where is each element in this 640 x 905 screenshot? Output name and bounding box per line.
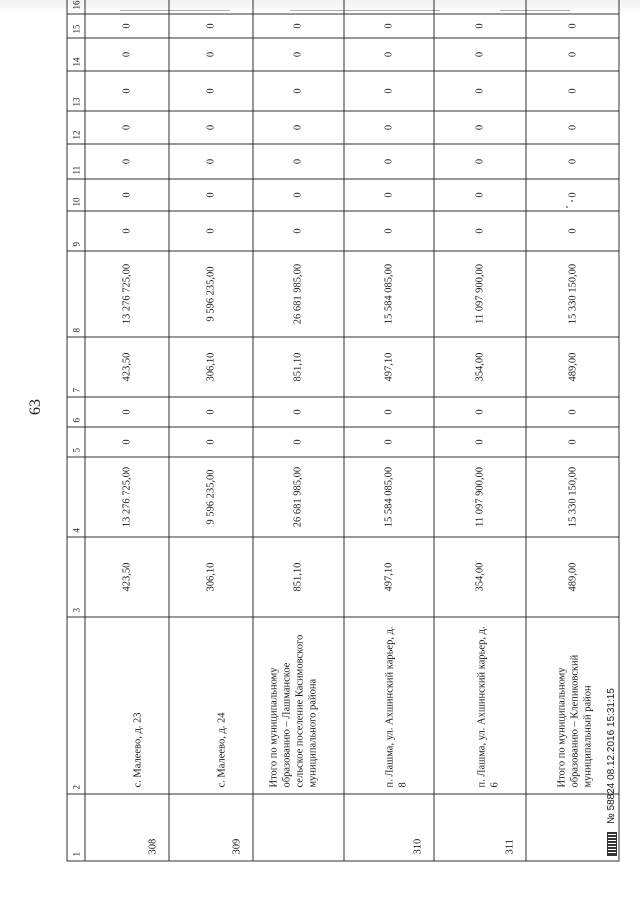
- value-cell: [433, 0, 526, 14]
- value-cell: 0: [85, 427, 169, 457]
- col-header: 8: [67, 251, 85, 337]
- value-cell: 0: [526, 427, 619, 457]
- value-cell: 0: [343, 211, 433, 251]
- value-cell: 0: [253, 14, 343, 38]
- value-cell: 0: [253, 427, 343, 457]
- value-cell: [343, 0, 433, 14]
- value-cell: 0: [433, 211, 526, 251]
- value-cell: 0: [433, 397, 526, 427]
- table-row: [168, 0, 253, 861]
- value-cell: 9 596 235,00: [168, 457, 253, 537]
- rotated-table-container: [66, 0, 619, 861]
- stamp-text: № 58824 08.12.2016 15:31:15: [606, 688, 617, 824]
- value-cell: 15 330 150,00: [526, 251, 619, 337]
- value-cell: 0: [433, 179, 526, 211]
- value-cell: 0: [253, 397, 343, 427]
- value-cell: 15 584 085,00: [343, 457, 433, 537]
- col-header: 13: [67, 71, 85, 111]
- value-cell: [253, 0, 343, 14]
- col-header: 1: [67, 794, 85, 861]
- value-cell: 0: [168, 111, 253, 144]
- value-cell: 0: [433, 111, 526, 144]
- value-cell: 0: [433, 71, 526, 111]
- value-cell: 0: [253, 144, 343, 179]
- value-cell: 423,50: [85, 337, 169, 397]
- value-cell: 0: [433, 144, 526, 179]
- data-table: [66, 0, 619, 861]
- value-cell: 0: [168, 38, 253, 71]
- value-cell: 0: [85, 179, 169, 211]
- value-cell: 0: [526, 179, 619, 211]
- row-number: [526, 794, 619, 861]
- col-header: 2: [67, 617, 85, 794]
- value-cell: 0: [526, 144, 619, 179]
- value-cell: 15 330 150,00: [526, 457, 619, 537]
- value-cell: 0: [526, 71, 619, 111]
- value-cell: 354,00: [433, 337, 526, 397]
- row-number: 311: [433, 794, 526, 861]
- value-cell: 9 596 235,00: [168, 251, 253, 337]
- value-cell: 0: [253, 71, 343, 111]
- value-cell: 0: [343, 71, 433, 111]
- table-row: [343, 0, 433, 861]
- table-row: [433, 0, 526, 861]
- value-cell: 423,50: [85, 537, 169, 617]
- value-cell: 0: [526, 211, 619, 251]
- col-header: 16: [67, 0, 85, 14]
- value-cell: 0: [343, 38, 433, 71]
- value-cell: 0: [168, 14, 253, 38]
- value-cell: 0: [85, 144, 169, 179]
- value-cell: 0: [343, 179, 433, 211]
- value-cell: 497,10: [343, 537, 433, 617]
- subtotal-label: Итого по муниципальному образованию – Клепиковский муниципальный район: [526, 617, 619, 794]
- value-cell: 354,00: [433, 537, 526, 617]
- table-row: [526, 0, 619, 861]
- col-header: 7: [67, 337, 85, 397]
- row-number: 308: [85, 794, 169, 861]
- value-cell: 0: [526, 38, 619, 71]
- value-cell: [85, 0, 169, 14]
- address-cell: с. Малеево, д. 23: [85, 617, 169, 794]
- value-cell: 0: [85, 38, 169, 71]
- value-cell: [168, 0, 253, 14]
- value-cell: 11 097 900,00: [433, 457, 526, 537]
- value-cell: 497,10: [343, 337, 433, 397]
- col-header: 9: [67, 211, 85, 251]
- value-cell: 0: [433, 38, 526, 71]
- col-header: 14: [67, 38, 85, 71]
- col-header: 12: [67, 111, 85, 144]
- col-header: 11: [67, 144, 85, 179]
- value-cell: 0: [85, 111, 169, 144]
- address-cell: п. Лашма, ул. Ахшинский карьер, д. 6: [433, 617, 526, 794]
- row-number: [253, 794, 343, 861]
- value-cell: 0: [168, 397, 253, 427]
- col-header: 10: [67, 179, 85, 211]
- row-number: 309: [168, 794, 253, 861]
- value-cell: 0: [85, 14, 169, 38]
- value-cell: 306,10: [168, 337, 253, 397]
- registration-stamp: [606, 688, 617, 856]
- value-cell: 0: [168, 71, 253, 111]
- value-cell: 0: [168, 144, 253, 179]
- value-cell: 0: [85, 211, 169, 251]
- col-header: 5: [67, 427, 85, 457]
- value-cell: 0: [343, 397, 433, 427]
- value-cell: 0: [168, 179, 253, 211]
- value-cell: 489,00: [526, 537, 619, 617]
- row-number: 310: [343, 794, 433, 861]
- address-cell: с. Малеево, д. 24: [168, 617, 253, 794]
- table-row: [253, 0, 343, 861]
- value-cell: 0: [253, 211, 343, 251]
- value-cell: 0: [168, 427, 253, 457]
- col-header: 15: [67, 14, 85, 38]
- value-cell: 0: [526, 397, 619, 427]
- value-cell: [526, 0, 619, 14]
- value-cell: 13 276 725,00: [85, 457, 169, 537]
- table-row: [85, 0, 169, 861]
- value-cell: 0: [343, 14, 433, 38]
- value-cell: 15 584 085,00: [343, 251, 433, 337]
- address-cell: п. Лашма, ул. Ахшинский карьер, д. 8: [343, 617, 433, 794]
- value-cell: 0: [433, 14, 526, 38]
- value-cell: 0: [526, 111, 619, 144]
- value-cell: 0: [85, 397, 169, 427]
- value-cell: 851,10: [253, 537, 343, 617]
- value-cell: 0: [343, 111, 433, 144]
- value-cell: 26 681 985,00: [253, 251, 343, 337]
- value-cell: 0: [526, 14, 619, 38]
- col-header: 6: [67, 397, 85, 427]
- value-cell: 306,10: [168, 537, 253, 617]
- value-cell: 0: [168, 211, 253, 251]
- government-logo-icon: [607, 832, 617, 856]
- value-cell: 0: [85, 71, 169, 111]
- value-cell: 489,00: [526, 337, 619, 397]
- col-header: 3: [67, 537, 85, 617]
- value-cell: 26 681 985,00: [253, 457, 343, 537]
- value-cell: 0: [253, 179, 343, 211]
- value-cell: 0: [343, 427, 433, 457]
- subtotal-label: Итого по муниципальному образованию – Лашманское сельское поселение Касимовского муниципального района: [253, 617, 343, 794]
- value-cell: 0: [253, 38, 343, 71]
- value-cell: 0: [343, 144, 433, 179]
- col-header: 4: [67, 457, 85, 537]
- value-cell: 0: [433, 427, 526, 457]
- page-number: 63: [27, 399, 44, 415]
- value-cell: 851,10: [253, 337, 343, 397]
- value-cell: 0: [253, 111, 343, 144]
- value-cell: 13 276 725,00: [85, 251, 169, 337]
- header-row: [67, 0, 85, 861]
- value-cell: 11 097 900,00: [433, 251, 526, 337]
